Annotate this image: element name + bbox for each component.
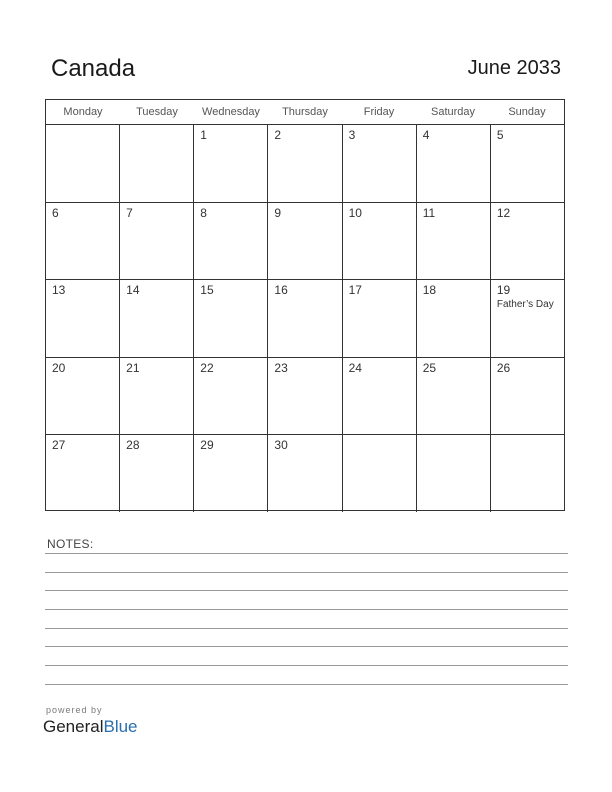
day-number: 11: [422, 205, 436, 220]
day-cell: [343, 280, 417, 357]
calendar-grid: [45, 99, 565, 511]
day-number: 25: [422, 360, 437, 375]
notes-line: [45, 628, 568, 629]
weekday-friday: Friday: [363, 106, 395, 118]
day-cell: [120, 203, 194, 280]
day-cell: [194, 280, 268, 357]
notes-line: [45, 646, 568, 647]
day-cell: [491, 435, 564, 512]
weekday-thursday: Thursday: [282, 106, 328, 118]
day-cell: [268, 203, 342, 280]
powered-by-text: powered by: [46, 705, 103, 715]
day-cell: [268, 280, 342, 357]
day-cell: [120, 435, 194, 512]
day-number: 13: [52, 283, 66, 298]
country-title: Canada: [51, 55, 136, 82]
day-cell: [46, 435, 120, 512]
day-cell: [46, 358, 120, 435]
day-cell: [417, 203, 491, 280]
month-title: June 2033: [467, 57, 561, 79]
day-number: 23: [274, 360, 288, 375]
brand-blue: Blue: [103, 717, 138, 736]
day-cell: [268, 125, 342, 202]
weekday-monday: Monday: [63, 106, 103, 118]
day-cell: [491, 125, 564, 202]
weekday-tuesday: Tuesday: [136, 106, 178, 118]
day-cell: [120, 358, 194, 435]
day-cell: [417, 358, 491, 435]
day-number: 2: [274, 128, 282, 142]
notes-line: [45, 572, 568, 573]
day-number: 21: [126, 360, 140, 375]
day-cell: [343, 435, 417, 512]
day-number: 8: [200, 205, 207, 220]
generalblue-logo: [43, 717, 138, 737]
day-cell: [120, 280, 194, 357]
day-cell: [46, 125, 120, 202]
weekday-saturday: Saturday: [430, 106, 476, 118]
day-number: 28: [126, 438, 140, 453]
notes-line: [45, 609, 568, 610]
notes-line: [45, 684, 568, 685]
day-number: 22: [200, 360, 214, 375]
day-number: 15: [200, 283, 214, 298]
day-number: 20: [52, 360, 66, 375]
day-cell: [417, 125, 491, 202]
day-number: 29: [200, 438, 214, 453]
day-number: 6: [52, 205, 59, 220]
day-cell: [491, 203, 564, 280]
day-cell: [268, 358, 342, 435]
day-cell: [343, 358, 417, 435]
week-row: [46, 125, 564, 203]
day-number: 16: [274, 283, 288, 298]
holiday-label: Father’s Day: [496, 299, 554, 311]
day-number: 19: [496, 283, 511, 298]
week-row: [46, 280, 564, 358]
day-cell: [194, 203, 268, 280]
day-cell: [194, 435, 268, 512]
day-number: 9: [274, 205, 282, 220]
brand-general: General: [43, 717, 104, 736]
notes-line: [45, 553, 568, 554]
day-number: 5: [496, 128, 504, 142]
week-row: [46, 358, 564, 436]
day-cell: [46, 203, 120, 280]
day-cell: [46, 280, 120, 357]
day-number: 3: [348, 128, 356, 142]
day-number: 10: [348, 205, 362, 220]
day-number: 4: [422, 128, 430, 142]
day-cell: [417, 280, 491, 357]
day-number: 27: [52, 438, 66, 453]
day-number: 12: [496, 205, 511, 220]
notes-line: [45, 665, 568, 666]
weeks-container: [46, 125, 564, 512]
day-number: 1: [200, 128, 207, 142]
day-number: 14: [126, 283, 140, 298]
weekday-wednesday: Wednesday: [202, 106, 260, 118]
day-cell: [194, 358, 268, 435]
notes-line: [45, 590, 568, 591]
day-cell: [194, 125, 268, 202]
day-cell: [343, 125, 417, 202]
day-number: 18: [422, 283, 437, 298]
day-number: 17: [348, 283, 362, 298]
day-number: 24: [348, 360, 362, 375]
day-cell: [491, 280, 564, 357]
day-number: 7: [126, 205, 133, 220]
weekday-sunday: Sunday: [508, 106, 546, 118]
day-cell: [417, 435, 491, 512]
notes-label: NOTES:: [47, 537, 94, 551]
week-row: [46, 203, 564, 281]
day-cell: [268, 435, 342, 512]
weekday-header-row: [46, 100, 564, 125]
day-number: 26: [496, 360, 511, 375]
week-row: [46, 435, 564, 512]
day-cell: [343, 203, 417, 280]
day-cell: [120, 125, 194, 202]
day-number: 30: [274, 438, 288, 453]
day-cell: [491, 358, 564, 435]
